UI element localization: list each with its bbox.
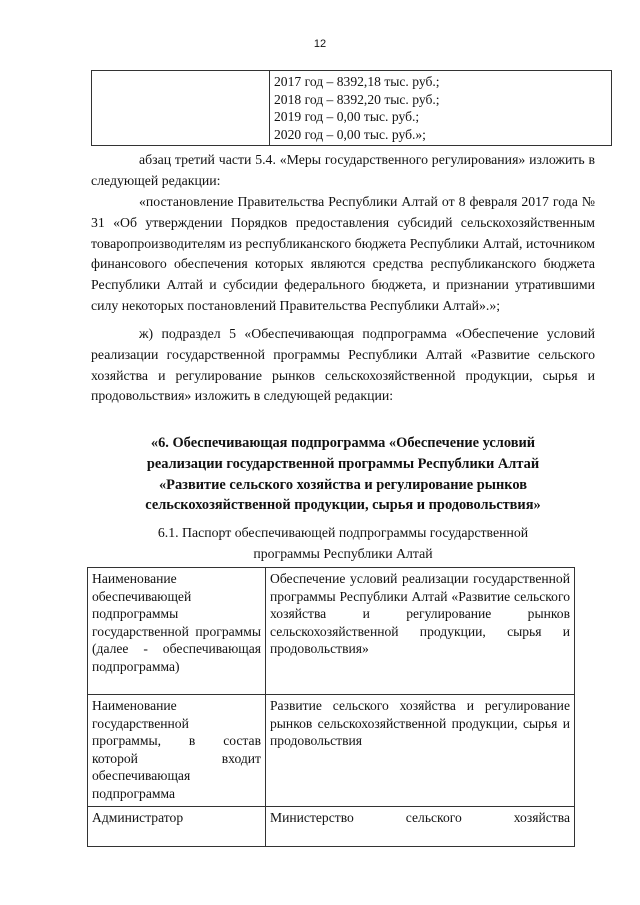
table-row: [88, 568, 575, 695]
row-label: Наименование обеспечивающей подпрограммы государственной программы (далее - обеспечивающая подпрограмма): [88, 568, 266, 695]
row-value: Обеспечение условий реализации государственной программы Республики Алтай «Развитие сельского хозяйства и регулирование рынков сельскохозяйственной продукции, сырья и продовольствия»: [266, 568, 575, 695]
table-row: [88, 695, 575, 807]
funding-line: 2020 год – 0,00 тыс. руб.»;: [274, 126, 426, 142]
row-label: Наименование государственной программы, в состав которой входит обеспечивающая подпрограмма: [88, 695, 266, 807]
heading-line: сельскохозяйственной продукции, сырья и продовольствия»: [145, 497, 541, 514]
table-row: [88, 807, 575, 847]
page-number: 12: [313, 38, 327, 50]
row-label: Администратор: [88, 807, 266, 847]
funding-table: [91, 70, 612, 146]
passport-title-line: 6.1. Паспорт обеспечивающей подпрограммы государственной: [157, 525, 529, 540]
heading-line: реализации государственной программы Республики Алтай: [146, 455, 540, 472]
paragraph-measures: абзац третий части 5.4. «Меры государственного регулирования» изложить в следующей редакции:: [91, 152, 595, 188]
passport-title-line: программы Республики Алтай: [253, 545, 433, 561]
funding-line: 2018 год – 8392,20 тыс. руб.;: [274, 91, 440, 107]
row-value: Развитие сельского хозяйства и регулирование рынков сельскохозяйственной продукции, сырья и продовольствия: [266, 695, 575, 807]
passport-table: [87, 567, 575, 847]
table-cell-empty: [92, 71, 270, 146]
heading-line: «6. Обеспечивающая подпрограмма «Обеспечение условий: [150, 435, 536, 451]
section-heading: [91, 433, 595, 516]
paragraph-resolution: «постановление Правительства Республики Алтай от 8 февраля 2017 года № 31 «Об утверждении Порядков предоставления субсидий сельскохозяйственным товаропроизводителям из республиканского бюджета Республики Алтай, источником финансового обеспечения которых являются средства республиканского бюджета Республики Алтай и субсидии федерального бюджета, и признании утратившими силу некоторых постановлений Правительства Республики Алтай».»;: [91, 194, 595, 313]
table-row: [92, 71, 612, 146]
paragraph-subsection: ж) подраздел 5 «Обеспечивающая подпрограмма «Обеспечение условий реализации государственной программы Республики Алтай «Развитие сельского хозяйства и регулирование рынков сельскохозяйственной продукции, сырья и продовольствия» изложить в следующей редакции:: [91, 326, 595, 404]
funding-line: 2017 год – 8392,18 тыс. руб.;: [274, 74, 440, 89]
heading-line: «Развитие сельского хозяйства и регулирование рынков: [158, 476, 527, 493]
passport-title: [91, 523, 595, 565]
funding-years-cell: [270, 71, 612, 146]
row-value: Министерство сельского хозяйства: [266, 807, 575, 847]
funding-line: 2019 год – 0,00 тыс. руб.;: [274, 109, 420, 125]
